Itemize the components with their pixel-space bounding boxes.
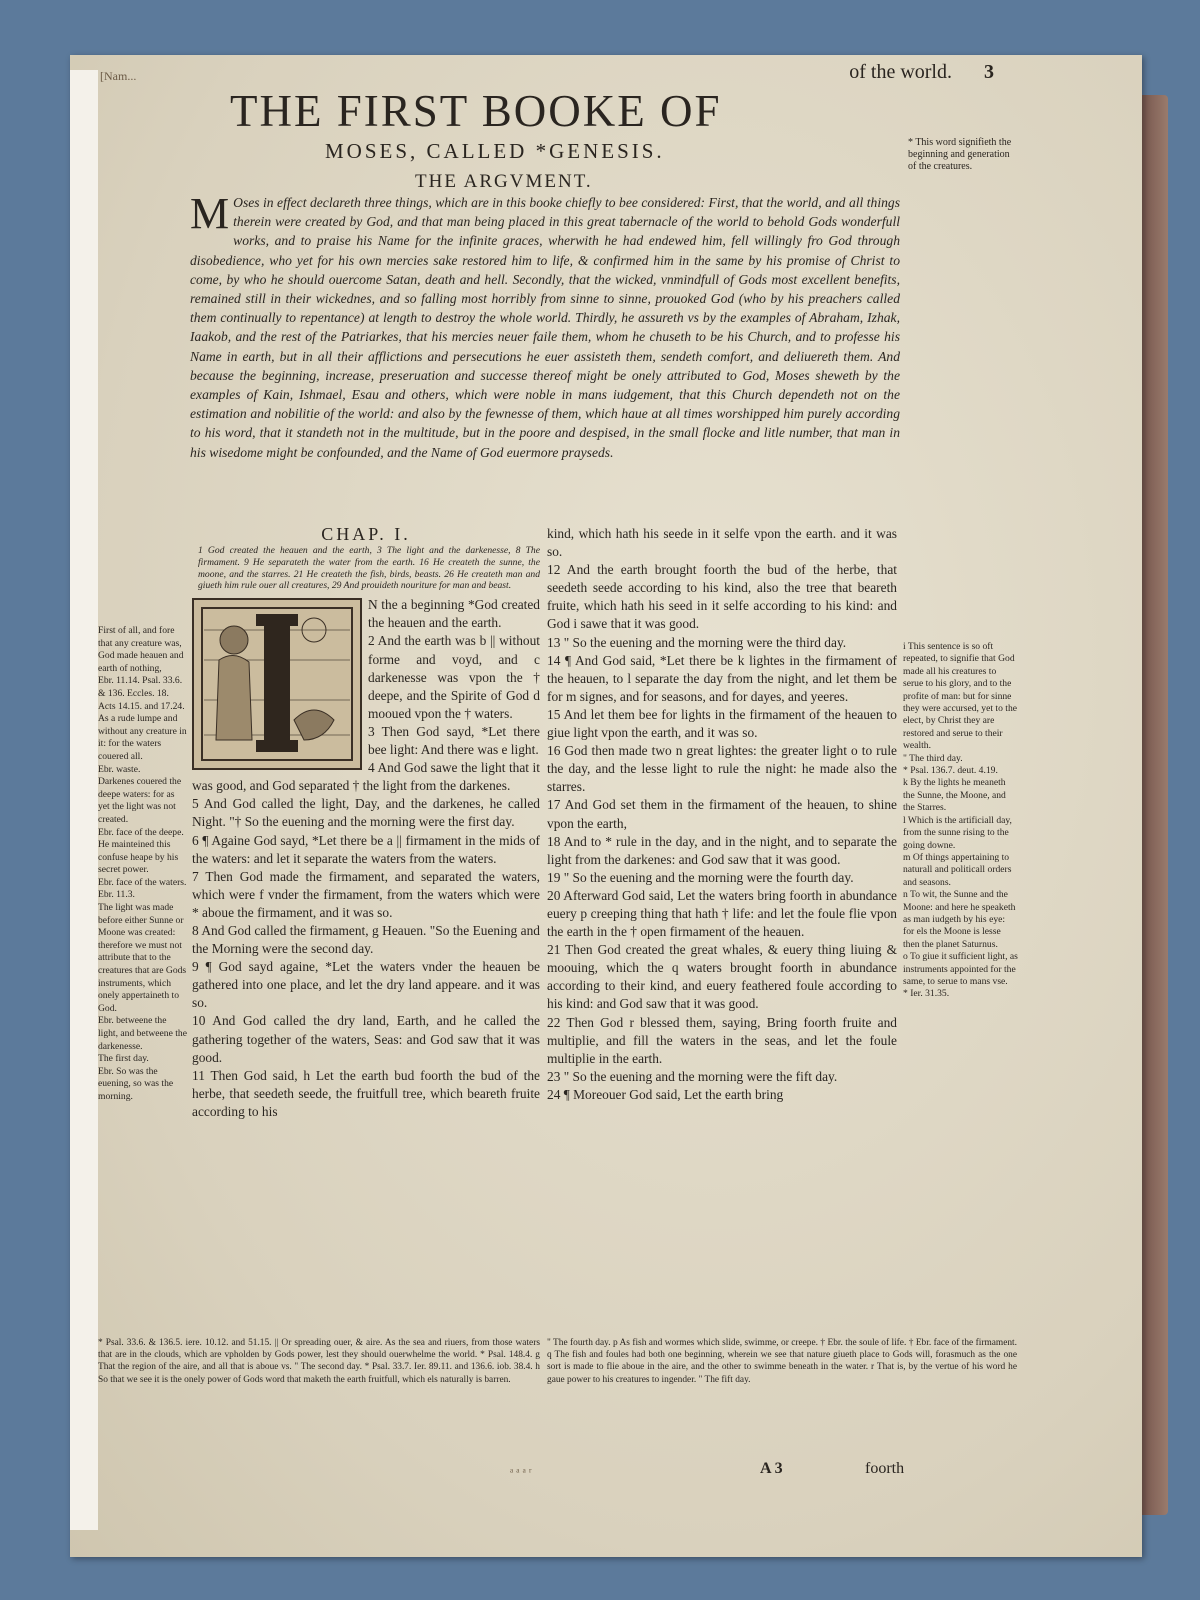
verse-24: 24 ¶ Moreouer God said, Let the earth bring <box>547 1086 784 1102</box>
printed-leaf <box>70 55 1142 1557</box>
folio-number: 3 <box>984 61 994 83</box>
margin-note: He mainteined this confuse heape by his secret power. <box>98 839 179 876</box>
verse-16: 16 God then made two n great lightes: the greater light o to rule the day, and the lesse light to rule the night: he made also the starres. <box>547 743 897 795</box>
margin-note: i This sentence is so oft repeated, to signifie that God made all his creatures to serue to his glory, and to the profite of man: but for sinne they were accursed, yet to the elect, by Christ they are restored and serue to their wealth. <box>903 641 1018 752</box>
margin-note: Darkenes couered the deepe waters: for as yet the light was not created. <box>98 776 182 825</box>
verse-12: 12 And the earth brought foorth the bud of the herbe, that seedeth seede according to his kind, also the tree that beareth fruite, which hath his seed in it selfe according to his kind: and God i sawe that it was good. <box>547 562 897 632</box>
left-margin-notes <box>98 625 188 1104</box>
right-column <box>547 525 897 1104</box>
book-page-photo <box>70 55 1168 1557</box>
chapter-heading: CHAP. I. <box>321 524 411 544</box>
verse-11: 11 Then God said, h Let the earth bud foorth the bud of the herbe, that seedeth seede, the fruitfull tree, which beareth fruite according to his <box>192 1067 540 1119</box>
margin-note: m Of things appertaining to naturall and politicall orders and seasons. <box>903 851 1012 888</box>
verse-10: 10 And God called the dry land, Earth, and he called the gathering together of the waters, Seas: and God saw that it was good. <box>192 1013 540 1065</box>
margin-note: l Which is the artificiall day, from the sunne rising to the going downe. <box>903 814 1012 851</box>
book-subtitle: MOSES, CALLED *GENESIS. <box>325 139 665 163</box>
margin-note: Ebr. face of the waters. <box>98 876 187 888</box>
verse-2: 2 And the earth was b || without forme and voyd, and c darkenesse was vpon the † deepe, and the Spirite of God d mooued vpon the † waters. <box>368 633 540 721</box>
left-column <box>192 525 540 1121</box>
footnotes-left: * Psal. 33.6. & 136.5. iere. 10.12. and 51.15. || Or spreading ouer, & aire. As the sea and riuers, from those waters that are in the clouds, which are vpholden by Gods power, lest they should ouerwhelme the world. * Psal. 148.4. g That the region of the aire, and all that is aboue vs. " The second day. * Psal. 33.7. Ier. 89.11. and 136.6. iob. 38.4. h So that we see it is the onely power of Gods word that maketh the earth fruitfull, which els naturally is barren. <box>98 1338 540 1385</box>
bottom-marks: ᵃ ᵃ ᵃ ʳ <box>510 1465 532 1479</box>
margin-note: * Psal. 136.7. deut. 4.19. <box>903 765 998 777</box>
verse-18: 18 And to * rule in the day, and in the night, and to separate the light from the darkenes: and God saw that it was good. <box>547 833 897 867</box>
verse-9: 9 ¶ God sayd againe, *Let the waters vnder the heauen be gathered into one place, and let the dry land appeare. and it was so. <box>192 959 540 1011</box>
verse-3: 3 Then God sayd, *Let there bee light: And there was e light. <box>368 723 540 758</box>
verse-4: 4 And God sawe the light that it was good, and God separated † the light from the darkenes. <box>192 760 540 794</box>
corner-mark: [Nam... <box>100 69 137 83</box>
argument-heading: THE ARGVMENT. <box>415 171 593 192</box>
argument-body: Oses in effect declareth three things, which are in this booke chiefly to bee considered: First, that the world, and all things therein were created by God, and that man being placed in this great tabernacle of the world to behold Gods wonderfull works, and to praise his Name for the infinite graces, wherwith he had endewed him, fell willingly fro God through disobedience, who yet for his own mercies sake restored him to life, & confirmed him in the same by his promise of Christ to come, by who he should ouercome Satan, death and hell. Secondly, that the wicked, vnmindfull of Gods most excellent benefits, remained still in their wickednes, and so falling most horribly from sinne to sinne, prouoked God (who by his preachers called them continually to repentance) at length to destroy the whole world. Thirdly, he assureth vs by the examples of Abraham, Izhak, Iaakob, and the rest of the Patriarkes, that his mercies neuer faile them, whom he chuseth to be his Church, and to professe his Name in earth, but in all their afflictions and persecutions he euer assisteth them, sendeth comfort, and deliuereth them. And because the beginning, increase, preseruation and successe thereof might be onely attributed to God, Moses sheweth by the examples of Kain, Ishmael, Esau and others, which were noble in mans iudgement, that this Church dependeth not on the estimation and nobilitie of the world: and also by the fewnesse of them, which haue at all times worshipped him purely according to his word, that it standeth not in the multitude, but in the poore and despised, in the small flocke and litle number, that man in his wisedome might be confounded, and the Name of God euermore prayseds. <box>190 195 900 460</box>
verse-15: 15 And let them bee for lights in the firmament of the heauen to giue light vpon the earth, and it was so. <box>547 706 897 741</box>
margin-note: Ebr. So was the euening, so was the morning. <box>98 1065 174 1102</box>
margin-note: Ebr. betweene the light, and betweene the darkenesse. <box>98 1015 187 1052</box>
signature-mark: A 3 <box>760 1460 783 1477</box>
margin-note: * Ier. 31.35. <box>903 988 950 1000</box>
chapter-summary: 1 God created the heauen and the earth, 3 The light and the darkenesse, 8 The firmament. 9 He separateth the water from the earth. 16 He createth the sunne, the moone, and the starres. 21 He createth the fish, birds, beasts. 26 He createth man and giueth him rule ouer all creatures, 29 And prouideth nouriture for man and beast. <box>198 545 540 592</box>
verse-13: 13 " So the euening and the morning were the third day. <box>547 634 847 650</box>
woodcut-initial <box>192 598 362 770</box>
margin-note: The first day. <box>98 1053 149 1065</box>
sidenote-genesis: * This word signifieth the beginning and generation of the creatures. <box>908 137 1012 172</box>
facing-page-strip <box>70 70 98 1530</box>
verse-22: 22 Then God r blessed them, saying, Bring foorth fruite and multiplie, and fill the waters in the seas, and let the foule multiplie in the earth. <box>547 1014 897 1066</box>
argument-initial: M <box>190 189 230 238</box>
verse-19: 19 " So the euening and the morning were the fourth day. <box>547 869 854 885</box>
argument-text <box>190 189 900 462</box>
catchword: foorth <box>865 1460 905 1477</box>
margin-note: Ebr. waste. <box>98 763 141 775</box>
verse-5: 5 And God called the light, Day, and the darkenes, he called Night. "† So the euening and the morning were the first day. <box>192 796 540 830</box>
footnotes-right: " The fourth day. p As fish and wormes which slide, swimme, or creepe. † Ebr. the soule of life. † Ebr. face of the firmament. q The fish and foules had both one beginning, wherein we see that nature giueth place to Gods will, forasmuch as the one sort is made to flie aboue in the aire, and the other to swimme beneath in the water. r That is, by the vertue of his word he gaue power to his creatures to ingender. " The fift day. <box>547 1338 1017 1385</box>
book-title: THE FIRST BOOKE OF <box>230 86 722 136</box>
verse-1: N the a beginning *God created the heauen and the earth. <box>368 597 540 631</box>
margin-note: Ebr. 11.3. <box>98 889 135 901</box>
margin-note: As a rude lumpe and without any creature in it: for the waters couered all. <box>98 713 187 762</box>
verse-23: 23 " So the euening and the morning were the fift day. <box>547 1068 838 1084</box>
right-margin-notes <box>903 641 1018 1001</box>
verse-14: 14 ¶ And God said, *Let there be k lightes in the firmament of the heauen, to l separate the day from the night, and let them be for m signes, and for seasons, and for dayes, and yeeres. <box>547 652 897 704</box>
margin-note: The light was made before either Sunne or Moone was created: therefore we must not attribute that to the creatures that are Gods instruments, which onely appertaineth to God. <box>98 902 187 1014</box>
margin-note: k By the lights he meaneth the Sunne, the Moone, and the Starres. <box>903 777 1006 814</box>
verse-11-cont: kind, which hath his seede in it selfe vpon the earth. and it was so. <box>547 526 897 560</box>
verse-8: 8 And God called the firmament, g Heauen. "So the Euening and the Morning were the second day. <box>192 922 540 957</box>
verse-6: 6 ¶ Againe God sayd, *Let there be a || firmament in the mids of the waters: and let it separate the waters from the waters. <box>192 832 540 866</box>
margin-note: Ebr. face of the deepe. <box>98 826 184 838</box>
margin-note: o To giue it sufficient light, as instruments appointed for the same, to serue to mans vse. <box>903 951 1018 987</box>
verse-17: 17 And God set them in the firmament of the heauen, to shine vpon the earth, <box>547 797 897 831</box>
margin-note: Ebr. 11.14. Psal. 33.6. & 136. Eccles. 18. Acts 14.15. and 17.24. <box>98 675 185 712</box>
verse-7: 7 Then God made the firmament, and separated the waters, which were f vnder the firmament, from the waters which were * aboue the firmament, and it was so. <box>192 868 540 920</box>
margin-note: " The third day. <box>903 752 963 764</box>
margin-note: First of all, and fore that any creature was, God made heauen and earth of nothing, <box>98 625 184 674</box>
margin-note: n To wit, the Sunne and the Moone: and here he speaketh as man iudgeth by his eye: for els the Moone is lesse then the planet Saturnus. <box>903 889 1016 950</box>
woodcut-illustration <box>194 600 360 768</box>
running-head: of the world. <box>849 61 952 83</box>
verse-20: 20 Afterward God said, Let the waters bring foorth in abundance euery p creeping thing that hath † life: and let the foule flie vpon the earth in the † open firmament of the heauen. <box>547 887 897 940</box>
verse-21: 21 Then God created the great whales, & euery thing liuing & moouing, which the q waters brought foorth in abundance according to their kind, and euery feathered foule according to his kind: and God saw that it was good. <box>547 942 897 1012</box>
